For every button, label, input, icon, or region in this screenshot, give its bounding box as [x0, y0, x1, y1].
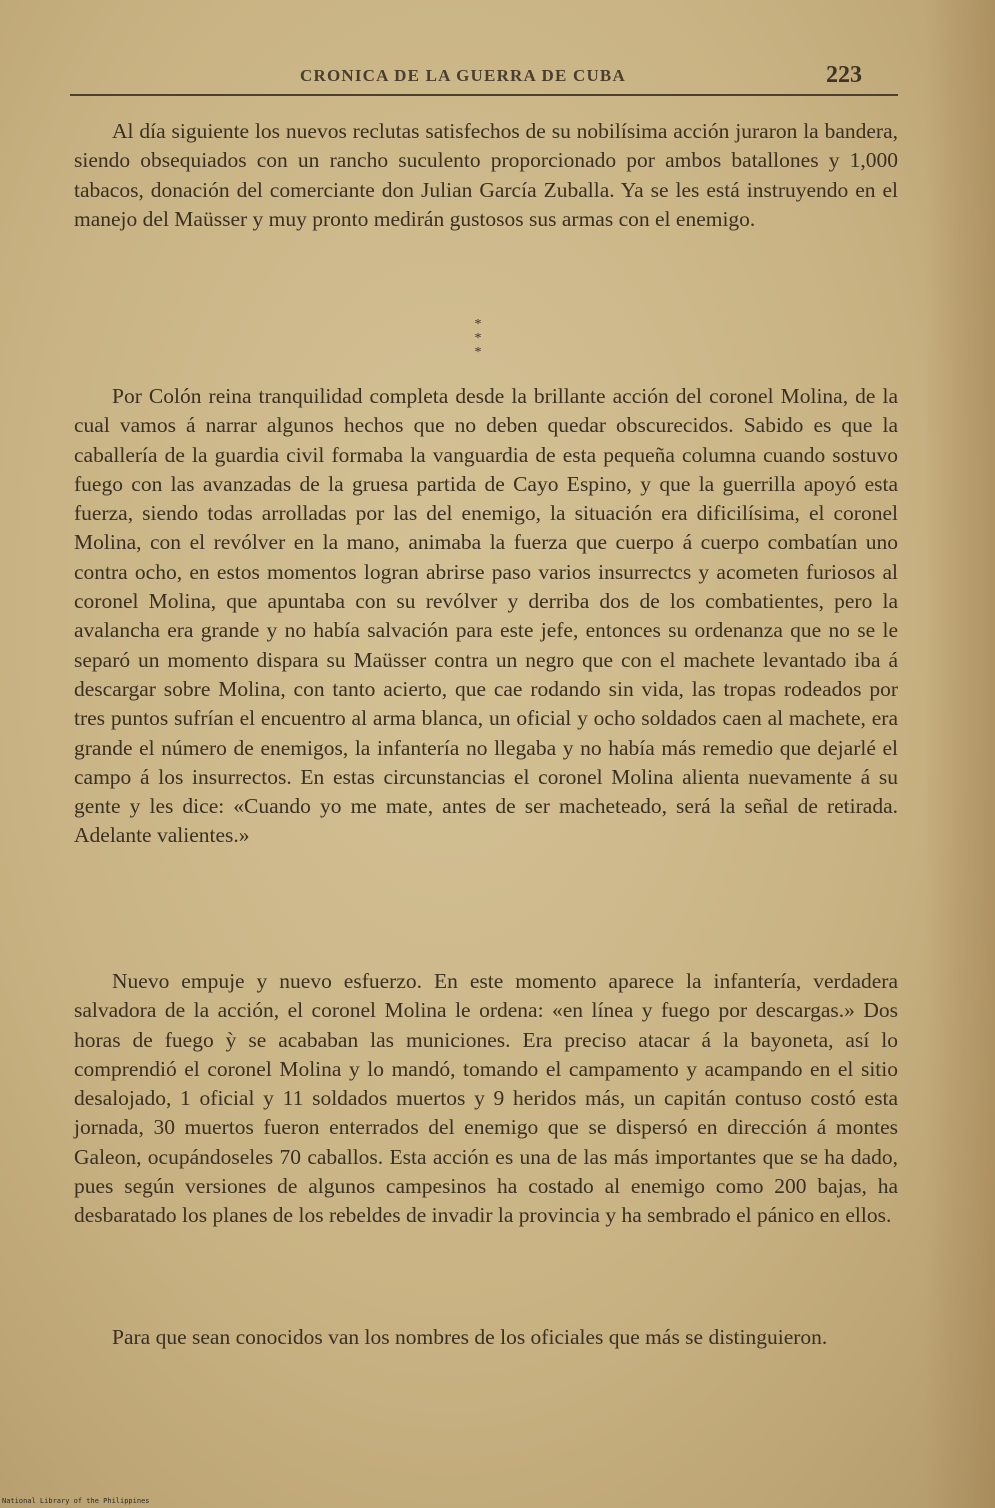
asterism-separator [440, 318, 516, 358]
header-rule [70, 94, 898, 96]
running-header [70, 62, 898, 92]
page-number: 223 [826, 62, 862, 88]
paragraph-2: Por Colón reina tranquilidad completa desde la brillante acción del coronel Molina, de la cual vamos á narrar algunos hechos que no deben quedar obscurecidos. Sabido es que la caballería de la guardia civil formaba la vanguardia de esta pequeña columna cuando sostuvo fuego con las avanzadas de la gruesa partida de Cayo Espino, y que la guerrilla apoyó esta fuerza, siendo todas arrolladas por las del enemigo, la situación era dificilísima, el coronel Molina, con el revólver en la mano, animaba la fuerza que cuerpo á cuerpo combatían uno contra ocho, en estos momentos logran abrirse paso varios insurrectcs y acometen furiosos al coronel Molina, que apuntaba con su revólver y derriba dos de los combatientes, pero la avalancha era grande y no había salvación para este jefe, entonces su ordenanza que no se le separó un momento dispara su Maüsser contra un negro que con el machete levantado iba á descargar sobre Molina, con tanto acierto, que cae rodando sin vida, las tropas rodeados por tres puntos sufrían el encuentro al arma blanca, un oficial y ocho soldados caen al machete, era grande el número de enemigos, la infantería no llegaba y no había más remedio que dejarlé el campo á los insurrectos. En estas circunstancias el coronel Molina alienta nuevamente á su gente y les dice: «Cuando yo me mate, antes de ser macheteado, será la señal de retirada. Adelante valientes.» [74, 384, 898, 848]
asterism-bottom: * * [474, 331, 500, 360]
asterism-top: * [474, 317, 482, 332]
library-credit: National Library of the Philippines [2, 1497, 150, 1505]
running-title: CRONICA DE LA GUERRA DE CUBA [300, 66, 626, 85]
page-edge-shading [925, 0, 995, 1508]
paragraph-3: Nuevo empuje y nuevo esfuerzo. En este momento aparece la infantería, verdadera salvadora de la acción, el coronel Molina le ordena: «en línea y fuego por descargas.» Dos horas de fuego ỳ se acababan las municiones. Era preciso atacar á la bayoneta, así lo comprendió el coronel Molina y lo mandó, tomando el campamento y acampando en el sitio desalojado, 1 oficial y 11 soldados muertos y 9 heridos más, un capitán contuso costó esta jornada, 30 muertos fueron enterrados del enemigo que se dispersó en dirección á montes Galeon, ocupándoseles 70 caballos. Esta acción es una de las más importantes que se ha dado, pues según versiones de algunos campesinos ha costado al enemigo como 200 bajas, ha desbaratado los planes de los rebeldes de invadir la provincia y ha sembrado el pánico en ellos. [74, 969, 898, 1228]
paragraph-1: Al día siguiente los nuevos reclutas satisfechos de su nobilísima acción juraron la bandera, siendo obsequiados con un rancho suculento proporcionado por ambos batallones y 1,000 tabacos, donación del comerciante don Julian García Zuballa. Ya se les está instruyendo en el manejo del Maüsser y muy pronto medirán gustosos sus armas con el enemigo. [74, 119, 898, 231]
paragraph-4: Para que sean conocidos van los nombres de los oficiales que más se distinguieron. [112, 1325, 828, 1349]
